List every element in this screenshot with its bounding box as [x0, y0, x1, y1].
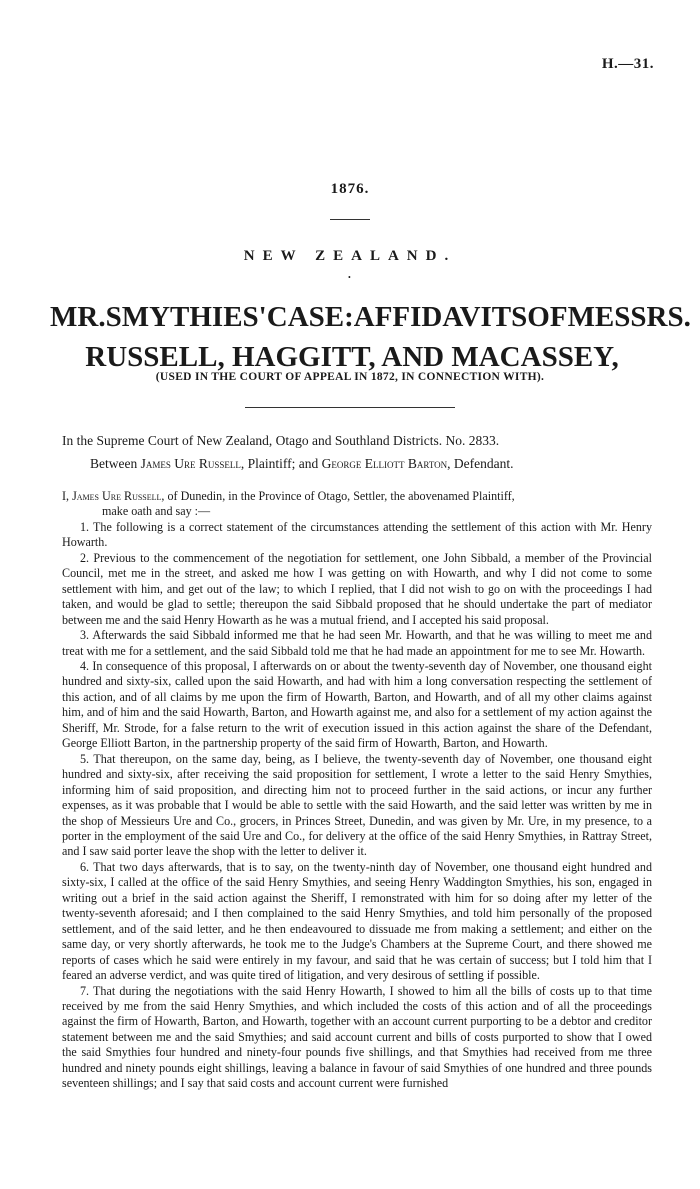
plaintiff-role: , Plaintiff; and — [240, 456, 322, 471]
affidavit-paragraph: 5. That thereupon, on the same day, being, as I believe, the twenty-seventh day of November, one thousand eight hundred and sixty-six, after receiving the said proposition for settlement, I wrote a letter to the said Henry Smythies, informing him of said proposition, and directing him not to proceed further in the said actions, or incur any further expenses, as it was probable that I would be able to settle with the said Howarth, and the said letter was written by me in the shop of Messieurs Ure and Co., grocers, in Princes Street, Dunedin, and was given by Mr. Ure, in my presence, to a porter in the employment of the said Ure and Co., for delivery at the office of the said Henry Smythies, in Rattray Street, and I saw said porter leave the shop with the letter to deliver it. — [62, 751, 652, 859]
court-heading: In the Supreme Court of New Zealand, Otago and Southland Districts. No. 2833. — [62, 433, 500, 448]
affidavit-paragraph: 1. The following is a correct statement of the circumstances attending the settlement of this action with Mr. Henry Howarth. — [62, 519, 652, 550]
plaintiff-name: James Ure Russell — [140, 456, 241, 471]
title-word: OF — [527, 301, 568, 333]
document-subtitle: (USED IN THE COURT OF APPEAL IN 1872, IN CONNECTION WITH). — [155, 371, 545, 383]
document-year: 1876. — [330, 181, 370, 197]
affidavit-body — [62, 489, 652, 1092]
defendant-role: , Defendant. — [447, 456, 514, 471]
ornament-dot: • — [348, 273, 351, 282]
deponent-name: James Ure Russell — [72, 489, 162, 503]
document-title — [50, 297, 691, 377]
opening-pronoun: I, — [62, 489, 73, 503]
affidavit-paragraph: 3. Afterwards the said Sibbald informed me that he had seen Mr. Howarth, and that he was willing to meet me and treat with me for a settlement, and the said Sibbald told me that he had made an appointment for me to see Mr. Howarth. — [62, 628, 652, 658]
long-divider — [245, 407, 455, 408]
title-word: CASE: — [266, 301, 354, 333]
title-word: MR. — [50, 301, 106, 333]
title-word: AFFIDAVITS — [353, 301, 528, 333]
title-word: MESSRS. — [567, 301, 691, 333]
affidavit-paragraph: 6. That two days afterwards, that is to say, on the twenty-ninth day of November, one thousand eight hundred and sixty-six, I called at the office of the said Henry Smythies, and seeing Henry Waddington Smythies, his son, engaged in writing out a brief in the said action against the Sheriff, I remonstrated with him for so doing after my letter of the twenty-seventh aforesaid; and I then complained to the said Henry Smythies, and told him personally of the proposed settlement, and of the said letter, and he then endeavoured to dissuade me from making a settlement; and either on the same day, or very shortly afterwards, he took me to the Judge's Chambers at the Supreme Court, and there showed me reports of cases which he said were entirely in my favour, and said that he was certain of success; but I told him that I feared an adverse verdict, and was quite tired of litigation, and very desirous of settling if possible. — [62, 859, 652, 983]
parties-line — [90, 456, 670, 472]
oath-line: make oath and say :— — [102, 504, 211, 519]
title-word: SMYTHIES' — [105, 301, 267, 333]
defendant-name: George Elliott Barton — [321, 456, 448, 471]
affidavit-paragraph: 7. That during the negotiations with the said Henry Howarth, I showed to him all the bills of costs up to that time received by me from the said Henry Smythies, and which included the costs of this action and of all the proceedings against the firm of Howarth, Barton, and Howarth, together with an account current purporting to be a debtor and creditor statement between me and the said Smythies; and said account current and bills of costs purported to show that I owed the said Smythies four hundred and ninety-four pounds five shillings, and that Smythies had received from me three hundred and ninety pounds eight shillings, leaving a balance in favour of said Smythies of one hundred and three pounds seventeen shillings; and I say that said costs and account current were furnished — [62, 983, 652, 1091]
title-line-2: RUSSELL, HAGGITT, AND MACASSEY, — [85, 341, 619, 373]
country-heading: NEW ZEALAND. — [243, 248, 457, 264]
between-label: Between — [90, 456, 138, 471]
title-line-1 — [50, 297, 691, 337]
short-divider — [330, 219, 370, 220]
page-reference: H.—31. — [601, 56, 654, 72]
affidavit-paragraph: 2. Previous to the commencement of the negotiation for settlement, one John Sibbald, a member of the Provincial Council, met me in the street, and asked me how I was getting on with Howarth, and why I did not come to some settlement with him, and get out of the law; to which I replied, that I did not wish to go on with the proceedings I had taken, and would be glad to settle; thereupon the said Sibbald proposed that he should undertake the part of mediator between me and the said Henry Howarth as he was a mutual friend, and I accepted his said proposal. — [62, 550, 652, 627]
affidavit-paragraph: 4. In consequence of this proposal, I afterwards on or about the twenty-seventh day of November, one thousand eight hundred and sixty-six, called upon the said Howarth, and had with him a long conversation respecting the settlement of this action, and of all claims by me upon the firm of Howarth, Barton, and Howarth, and of all my other claims against him, and of him and the said Howarth, Barton, and Howarth against me, and also for a settlement of my action against the Sheriff, Mr. Strode, for a false return to the writ of execution issued in this action against the share of the Defendant, George Elliott Barton, in the partnership property of the said firm of Howarth, Barton, and Howarth. — [62, 658, 652, 751]
opening-rest: , of Dunedin, in the Province of Otago, Settler, the abovenamed Plaintiff, — [161, 489, 515, 503]
affidavit-opening — [62, 489, 652, 504]
